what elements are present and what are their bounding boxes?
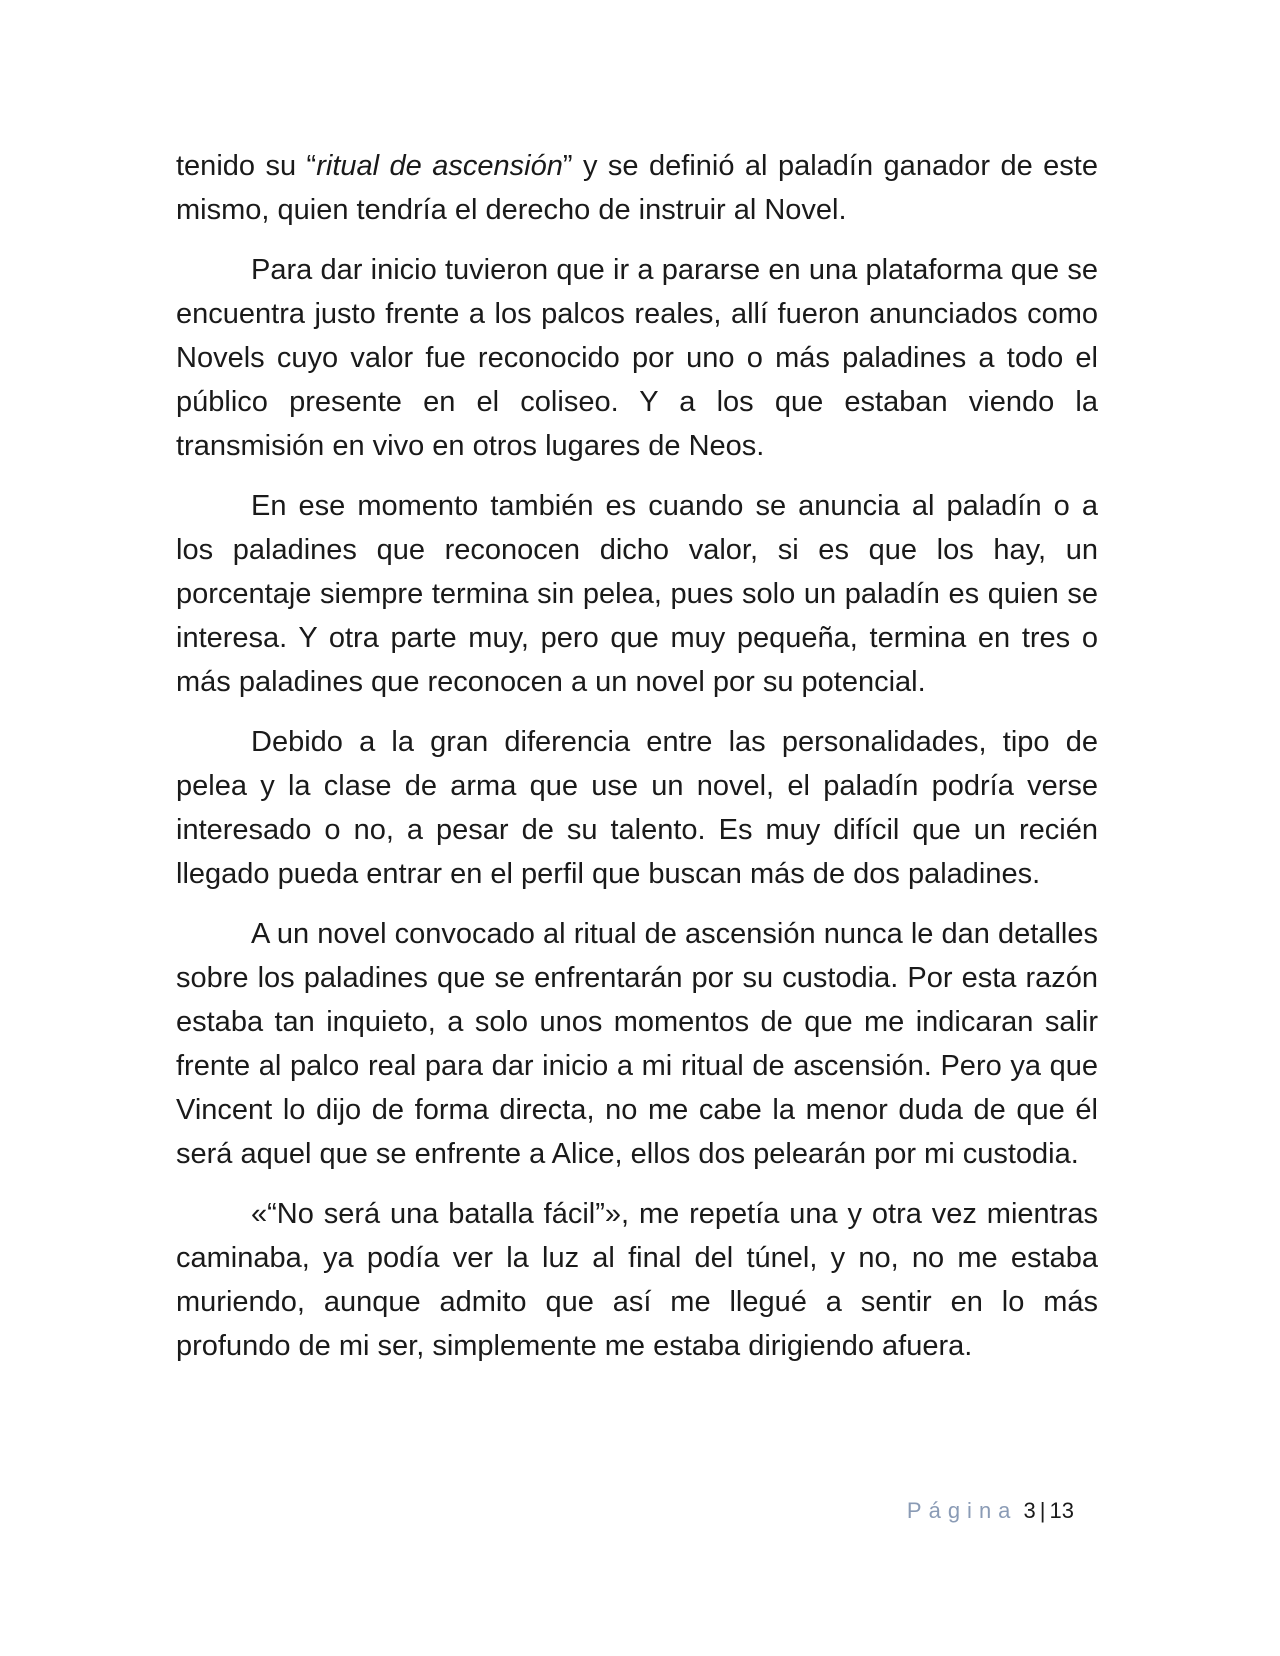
paragraph-3: En ese momento también es cuando se anuncia al paladín o a los paladines que reconocen dicho valor, si es que los hay, un porcentaje siempre termina sin pelea, pues solo un paladín es quien se interesa. Y otra parte muy, pero que muy pequeña, termina en tres o más paladines que reconocen a un novel por su potencial.: [176, 490, 1098, 698]
total-pages-number: 13: [1049, 1498, 1074, 1523]
paragraph-2: Para dar inicio tuvieron que ir a pararse en una plataforma que se encuentra justo frente a los palcos reales, allí fueron anunciados como Novels cuyo valor fue reconocido por uno o más paladines a todo el público presente en el coliseo. Y a los que estaban viendo la transmisión en vivo en otros lugares de Neos.: [176, 254, 1098, 462]
paragraph-5: A un novel convocado al ritual de ascensión nunca le dan detalles sobre los paladines que se enfrentarán por su custodia. Por esta razón estaba tan inquieto, a solo unos momentos de que me indicaran salir frente al palco real para dar inicio a mi ritual de ascensión. Pero ya que Vincent lo dijo de forma directa, no me cabe la menor duda de que él será aquel que se enfrente a Alice, ellos dos pelearán por mi custodia.: [176, 918, 1098, 1170]
paragraph-1-after: ” y se definió al paladín ganador de este mismo, quien tendría el derecho de instruir al Novel.: [176, 150, 1098, 226]
page-label: Página: [906, 1498, 1018, 1523]
paragraph-1-emphasis: ritual de ascensión: [316, 150, 563, 182]
page-separator: |: [1039, 1498, 1046, 1523]
paragraph-6: «“No será una batalla fácil”», me repetía una y otra vez mientras caminaba, ya podía ver la luz al final del túnel, y no, no me estaba muriendo, aunque admito que así me llegué a sentir en lo más profundo de mi ser, simplemente me estaba dirigiendo afuera.: [176, 1198, 1098, 1362]
document-body: [176, 144, 1098, 1384]
paragraph-4: Debido a la gran diferencia entre las personalidades, tipo de pelea y la clase de arma que use un novel, el paladín podría verse interesado o no, a pesar de su talento. Es muy difícil que un recién llegado pueda entrar en el perfil que buscan más de dos paladines.: [176, 726, 1098, 890]
page-footer: [907, 1496, 1074, 1526]
current-page-number: 3: [1023, 1498, 1036, 1523]
paragraph-1-before: tenido su “: [176, 150, 317, 182]
paragraph-1: [176, 144, 1098, 232]
